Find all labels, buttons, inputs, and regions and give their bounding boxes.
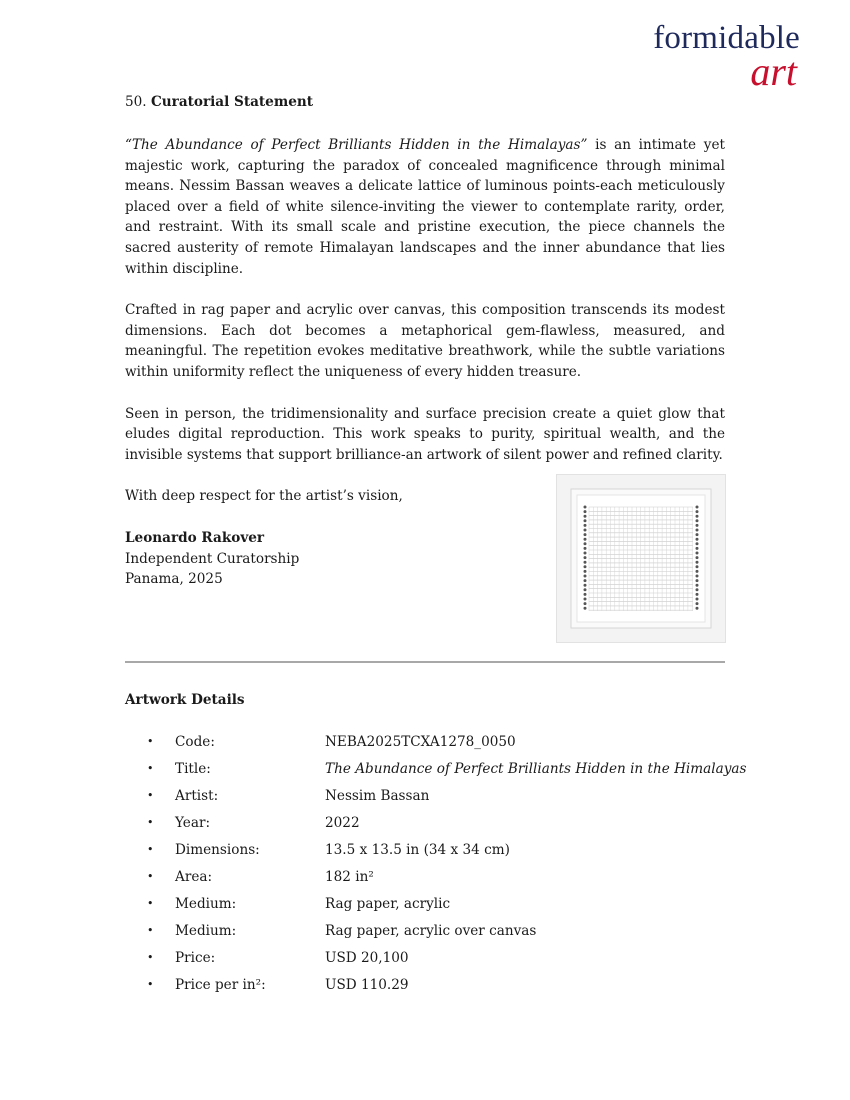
detail-row [125,974,745,1001]
details-heading: Artwork Details [125,692,245,708]
detail-label: Area: [175,869,213,885]
bullet-icon: • [147,762,154,775]
artwork-image [556,474,726,643]
detail-row [125,839,745,866]
bullet-icon: • [147,735,154,748]
closing-line: With deep respect for the artist’s vision, [125,488,403,505]
detail-value: USD 20,100 [325,950,409,966]
detail-value: 2022 [325,815,360,831]
detail-value: Rag paper, acrylic over canvas [325,923,537,939]
statement-paragraph-1 [125,135,725,279]
brand-logo [600,16,800,94]
detail-value: Rag paper, acrylic [325,896,451,912]
detail-label: Code: [175,734,215,750]
bullet-icon: • [147,897,154,910]
detail-row [125,758,745,785]
logo-wordmark: formidable [653,20,800,56]
bullet-icon: • [147,816,154,829]
statement-title: Curatorial Statement [150,94,314,110]
detail-label: Title: [175,761,211,777]
statement-number: 50. [125,94,147,110]
detail-row [125,947,745,974]
detail-label: Year: [175,815,211,831]
detail-value: NEBA2025TCXA1278_0050 [325,734,516,750]
detail-value: 182 in² [325,869,374,885]
detail-value: USD 110.29 [325,977,409,993]
bullet-icon: • [147,978,154,991]
detail-row [125,866,745,893]
detail-row [125,785,745,812]
bullet-icon: • [147,789,154,802]
detail-row [125,893,745,920]
artwork-photo [557,475,725,642]
detail-value: Nessim Bassan [325,788,430,804]
artwork-details-list [125,731,745,1001]
detail-row [125,920,745,947]
detail-label: Dimensions: [175,842,260,858]
bullet-icon: • [147,951,154,964]
signer-place-date: Panama, 2025 [125,571,223,588]
detail-label: Medium: [175,896,237,912]
signer-organization: Independent Curatorship [125,550,300,567]
detail-label: Price per in²: [175,977,266,993]
paragraph-1-text: is an intimate yet majestic work, capturing the paradox of concealed magnificence through minimal means. Nessim Bassan weaves a delicate lattice of luminous points-each meticulously placed over a field of white silence-inviting the viewer to contemplate rarity, order, and restraint. With its small scale and pristine execution, the piece channels the sacred austerity of remote Himalayan landscapes and the inner abundance that lies within discipline. [125,137,725,277]
statement-paragraph-3: Seen in person, the tridimensionality and surface precision create a quiet glow that eludes digital reproduction. This work speaks to purity, spiritual wealth, and the invisible systems that support brilliance-an artwork of silent power and refined clarity. [125,405,725,463]
bullet-icon: • [147,924,154,937]
bullet-icon: • [147,843,154,856]
statement-heading [125,92,725,114]
detail-row [125,731,745,758]
signer-name: Leonardo Rakover [125,529,265,546]
detail-row [125,812,745,839]
detail-label: Price: [175,950,216,966]
detail-label: Medium: [175,923,237,939]
detail-value: The Abundance of Perfect Brilliants Hidden in the Himalayas [325,761,747,777]
detail-value: 13.5 x 13.5 in (34 x 34 cm) [325,842,510,858]
logo-accent-word: art [750,49,797,94]
artwork-title-quote: “The Abundance of Perfect Brilliants Hidden in the Himalayas” [125,137,588,153]
bullet-icon: • [147,870,154,883]
statement-paragraph-2: Crafted in rag paper and acrylic over canvas, this composition transcends its modest dimensions. Each dot becomes a metaphorical gem-flawless, measured, and meaningful. The repetition evokes meditative breathwork, while the subtle variations within uniformity reflect the uniqueness of every hidden treasure. [125,302,725,380]
section-divider [125,661,725,663]
detail-label: Artist: [175,788,219,804]
